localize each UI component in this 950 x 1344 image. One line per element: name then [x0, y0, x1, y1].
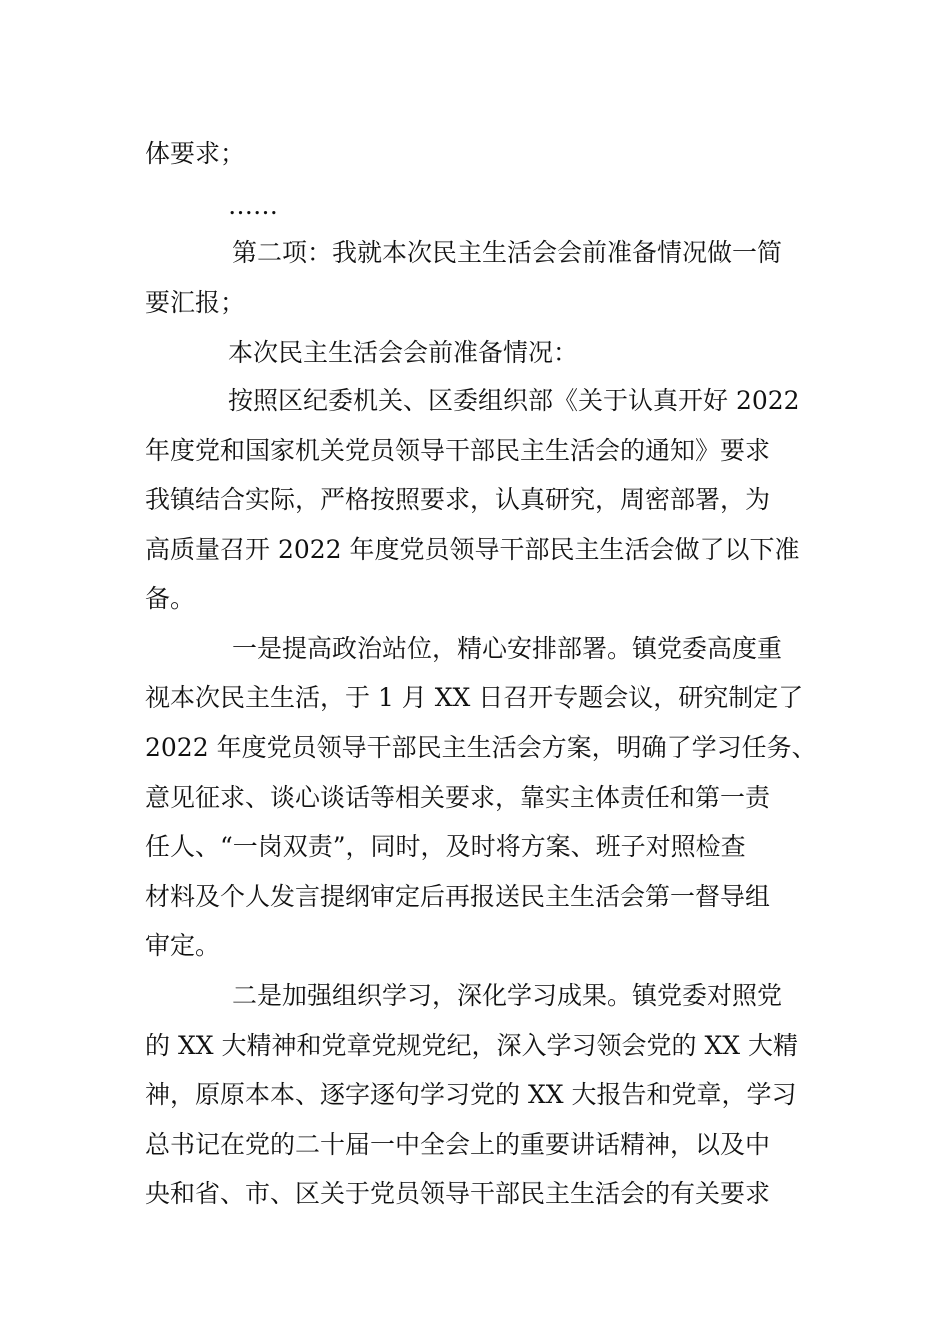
text-line-16: 材料及个人发言提纲审定后再报送民主生活会第一督导组 — [145, 882, 771, 911]
text-line-20: 神，原原本本、逐字逐句学习党的 XX 大报告和党章，学习 — [145, 1080, 797, 1109]
text-line-22: 央和省、市、区关于党员领导干部民主生活会的有关要求 — [145, 1179, 771, 1208]
text-line-4: 要汇报； — [145, 288, 246, 317]
text-line-1: 体要求； — [145, 139, 246, 168]
text-line-10: 备。 — [145, 584, 196, 613]
text-line-19: 的 XX 大精神和党章党规党纪，深入学习领会党的 XX 大精 — [145, 1031, 798, 1060]
text-line-9: 高质量召开 2022 年度党员领导干部民主生活会做了以下准 — [145, 535, 800, 564]
text-line-7: 年度党和国家机关党员领导干部民主生活会的通知》要求 — [145, 436, 771, 465]
text-line-2: …… — [228, 191, 278, 220]
text-line-14: 意见征求、谈心谈话等相关要求，靠实主体责任和第一责 — [145, 783, 771, 812]
text-line-11: 一是提高政治站位，精心安排部署。镇党委高度重 — [232, 634, 783, 663]
text-line-6: 按照区纪委机关、区委组织部《关于认真开好 2022 — [228, 386, 800, 415]
text-line-8: 我镇结合实际，严格按照要求，认真研究，周密部署，为 — [145, 485, 771, 514]
text-line-5: 本次民主生活会会前准备情况： — [228, 338, 579, 367]
text-line-13: 2022 年度党员领导干部民主生活会方案，明确了学习任务、 — [145, 733, 817, 762]
text-line-12: 视本次民主生活，于 1 月 XX 日召开专题会议，研究制定了 — [145, 683, 804, 712]
text-line-18: 二是加强组织学习，深化学习成果。镇党委对照党 — [232, 981, 783, 1010]
text-line-15: 任人、“一岗双责”，同时，及时将方案、班子对照检查 — [145, 832, 746, 861]
text-line-21: 总书记在党的二十届一中全会上的重要讲话精神，以及中 — [145, 1130, 771, 1159]
text-line-17: 审定。 — [145, 931, 221, 960]
text-line-3: 第二项：我就本次民主生活会会前准备情况做一简 — [232, 238, 783, 267]
